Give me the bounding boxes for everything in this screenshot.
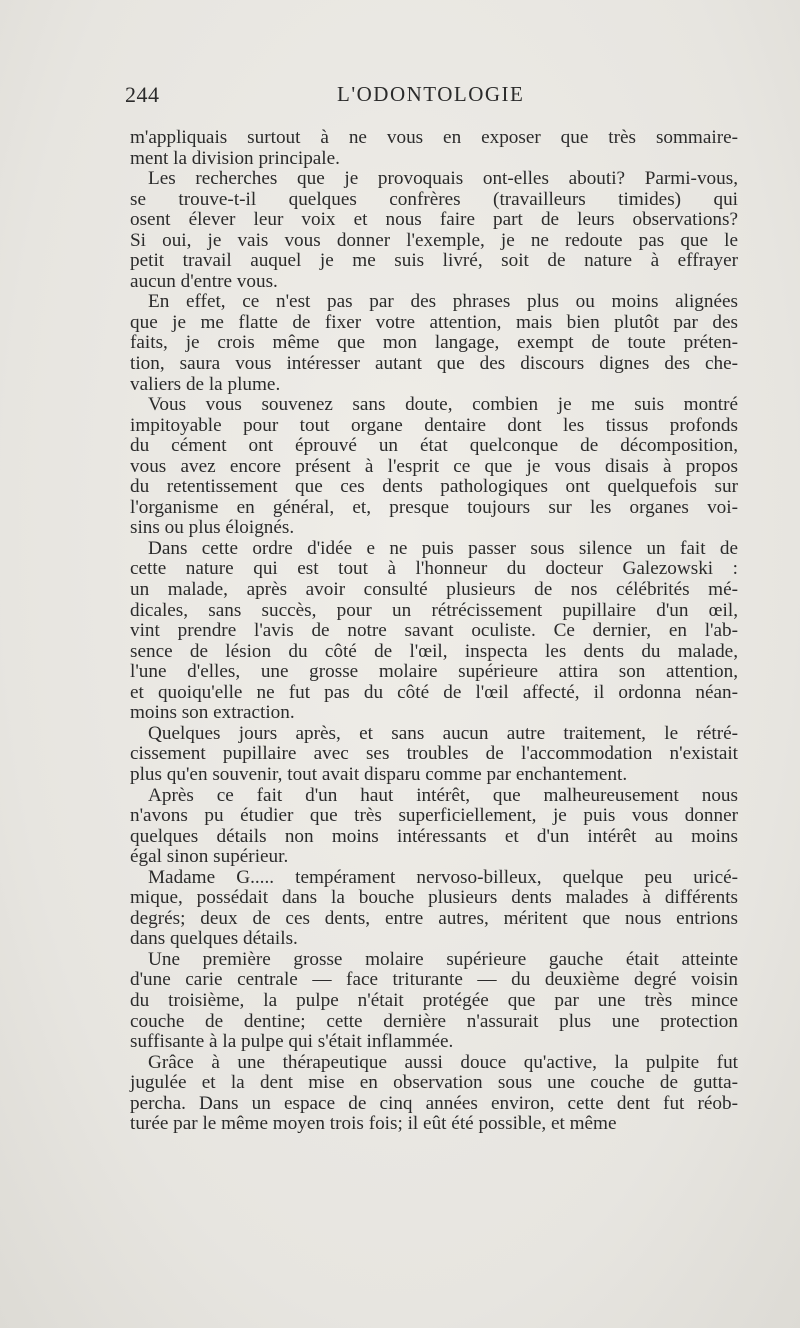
text-line: Si oui, je vais vous donner l'exemple, je ne redoute pas que le [130,229,738,251]
text-line: Quelques jours après, et sans aucun autre traitement, le rétré- [148,722,738,744]
text-line: cette nature qui est tout à l'honneur du docteur Galezowski : [130,558,738,580]
text-line: Dans cette ordre d'idée e ne puis passer sous silence un fait de [148,537,738,559]
text-line: du cément ont éprouvé un état quelconque de décomposition, [130,435,738,457]
paragraph [130,950,738,1053]
paragraph [130,292,738,395]
text-line: osent élever leur voix et nous faire part de leurs observations? [130,209,738,231]
text-line: se trouve-t-il quelques confrères (travailleurs timides) qui [130,188,738,210]
running-title: L'ODONTOLOGIE [337,82,525,106]
text-line: moins son extraction. [130,702,295,724]
paragraph [130,786,738,868]
text-line: Vous vous souvenez sans doute, combien je me suis montré [148,394,738,416]
text-line: sence de lésion du côté de l'œil, inspecta les dents du malade, [130,640,738,662]
paragraph [130,169,738,292]
text-line: ment la division principale. [130,147,340,169]
text-line: n'avons pu étudier que très superficiellement, je puis vous donner [130,805,738,827]
text-line: tion, saura vous intéresser autant que des discours dignes des che- [130,353,738,375]
text-line: vous avez encore présent à l'esprit ce que je vous disais à propos [130,455,738,477]
text-line: faits, je crois même que mon langage, exempt de toute préten- [130,332,738,354]
body-text [130,128,738,1135]
text-line: impitoyable pour tout organe dentaire dont les tissus profonds [130,414,738,436]
text-line: dicales, sans succès, pour un rétrécissement pupillaire d'un œil, [130,599,738,621]
text-line: Madame G..... tempérament nervoso-billeux, quelque peu uricé- [148,866,738,888]
paragraph [130,1053,738,1135]
text-line: cissement pupillaire avec ses troubles de l'accommodation n'existait [130,743,738,765]
text-line: En effet, ce n'est pas par des phrases plus ou moins alignées [148,291,738,313]
text-line: m'appliquais surtout à ne vous en exposer que très sommaire- [130,127,738,148]
paragraph [130,128,738,169]
paragraph [130,539,738,724]
text-line: l'organisme en général, et, presque toujours sur les organes voi- [130,496,738,518]
text-line: jugulée et la dent mise en observation sous une couche de gutta- [130,1072,738,1094]
text-line: percha. Dans un espace de cinq années environ, cette dent fut réob- [130,1092,738,1114]
text-line: égal sinon supérieur. [130,846,289,868]
text-line: suffisante à la pulpe qui s'était inflammée. [130,1031,454,1053]
text-line: mique, possédait dans la bouche plusieurs dents malades à différents [130,887,738,909]
text-line: turée par le même moyen trois fois; il eût été possible, et même [130,1113,617,1135]
text-line: que je me flatte de fixer votre attention, mais bien plutôt par des [130,311,738,333]
text-line: Après ce fait d'un haut intérêt, que malheureusement nous [148,784,738,806]
text-line: couche de dentine; cette dernière n'assurait plus une protection [130,1010,738,1032]
text-line: sins ou plus éloignés. [130,517,295,539]
paragraph [130,395,738,539]
text-line: l'une d'elles, une grosse molaire supérieure attira son attention, [130,661,738,683]
text-line: et quoiqu'elle ne fut pas du côté de l'œil affecté, il ordonna néan- [130,681,738,703]
text-line: quelques détails non moins intéressants et d'un intérêt au moins [130,825,738,847]
text-line: vint prendre l'avis de notre savant oculiste. Ce dernier, en l'ab- [130,620,738,642]
text-line: valiers de la plume. [130,373,281,395]
page-header [117,82,737,112]
text-line: degrés; deux de ces dents, entre autres, méritent que nous entrions [130,907,738,929]
text-line: aucun d'entre vous. [130,270,278,292]
text-line: Grâce à une thérapeutique aussi douce qu'active, la pulpite fut [148,1051,738,1073]
text-line: un malade, après avoir consulté plusieurs de nos célébrités mé- [130,579,738,601]
text-line: Une première grosse molaire supérieure gauche était atteinte [148,948,738,970]
text-line: Les recherches que je provoquais ont-elles abouti? Parmi-vous, [148,168,738,190]
text-line: du troisième, la pulpe n'était protégée que par une très mince [130,989,738,1011]
text-line: du retentissement que ces dents pathologiques ont quelquefois sur [130,476,738,498]
text-line: d'une carie centrale — face triturante — du deuxième degré voisin [130,969,738,991]
paragraph [130,868,738,950]
text-line: petit travail auquel je me suis livré, soit de nature à effrayer [130,250,738,272]
text-line: dans quelques détails. [130,928,298,950]
page-number: 244 [125,82,160,107]
paragraph [130,724,738,786]
text-line: plus qu'en souvenir, tout avait disparu comme par enchantement. [130,763,628,785]
